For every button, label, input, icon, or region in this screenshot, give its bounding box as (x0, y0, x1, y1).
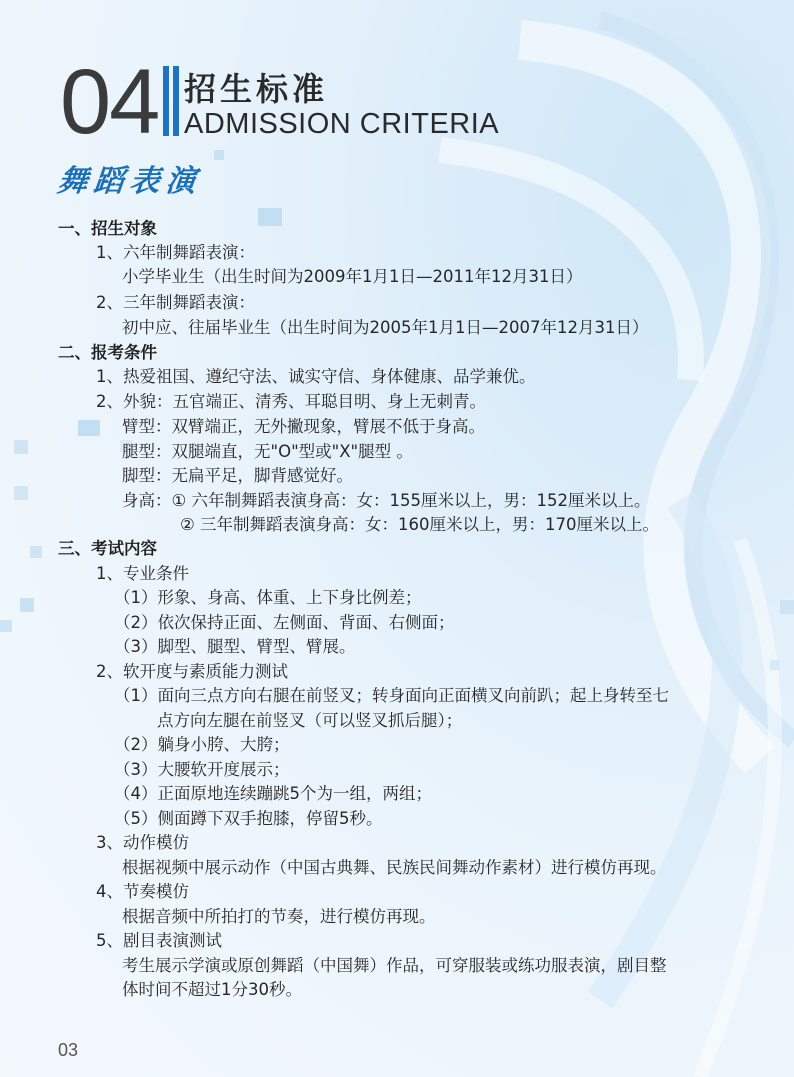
list-item-detail: 小学毕业生（出生时间为2009年1月1日—2011年12月31日） (122, 267, 583, 286)
list-item-detail: （3）大腰软开度展示； (114, 760, 290, 779)
list-item: 5、剧目表演测试 (96, 931, 222, 950)
heading-admission-target: 一、招生对象 (58, 219, 157, 238)
list-item-detail: （3）脚型、腿型、臂型、臂展。 (114, 637, 356, 656)
list-item: 1、六年制舞蹈表演： (96, 243, 255, 262)
list-item-detail: 根据音频中所拍打的节奏，进行模仿再现。 (122, 907, 436, 926)
chapter-title-en: ADMISSION CRITERIA (184, 108, 500, 140)
list-item-detail: 根据视频中展示动作（中国古典舞、民族民间舞动作素材）进行模仿再现。 (122, 858, 667, 877)
list-item: 1、热爱祖国、遵纪守法、诚实守信、身体健康、品学兼优。 (96, 367, 536, 386)
list-item: 2、三年制舞蹈表演： (96, 293, 255, 312)
list-item: 1、专业条件 (96, 564, 189, 583)
list-item-detail: （5）侧面蹲下双手抱膝，停留5秒。 (114, 809, 383, 828)
heading-requirements: 二、报考条件 (58, 343, 157, 362)
list-item-detail: 脚型：无扁平足，脚背感觉好。 (122, 466, 353, 485)
list-item-detail: 点方向左腿在前竖叉（可以竖叉抓后腿）； (157, 711, 463, 730)
list-item-detail: ② 三年制舞蹈表演身高：女：160厘米以上，男：170厘米以上。 (180, 515, 660, 534)
list-item-detail: 体时间不超过1分30秒。 (122, 980, 302, 999)
list-item-detail: 腿型：双腿端直，无"O"型或"X"腿型 。 (122, 442, 413, 461)
list-item: 4、节奏模仿 (96, 882, 189, 901)
list-item-detail: （1）形象、身高、体重、上下身比例差； (114, 588, 422, 607)
page-number: 03 (58, 1040, 79, 1060)
accent-bar (163, 66, 169, 136)
list-item-detail: 初中应、往届毕业生（出生时间为2005年1月1日—2007年12月31日） (122, 318, 649, 337)
list-item-detail: （4）正面原地连续蹦跳5个为一组，两组； (114, 784, 432, 803)
list-item: 2、外貌：五官端正、清秀、耳聪目明、身上无刺青。 (96, 392, 486, 411)
chapter-number: 04 (60, 51, 159, 153)
list-item-detail: （2）躺身小胯、大胯； (114, 735, 290, 754)
chapter-title-cn: 招生标准 (184, 70, 329, 108)
list-item-detail: 身高：① 六年制舞蹈表演身高：女：155厘米以上，男：152厘米以上。 (122, 491, 651, 510)
heading-exam-content: 三、考试内容 (58, 539, 157, 558)
section-title: 舞蹈表演 (55, 164, 204, 199)
list-item: 2、软开度与素质能力测试 (96, 662, 288, 681)
list-item: 3、动作模仿 (96, 833, 189, 852)
list-item-detail: 臂型：双臂端正，无外撇现象，臂展不低于身高。 (122, 417, 485, 436)
list-item-detail: （2）依次保持正面、左侧面、背面、右侧面； (114, 613, 455, 632)
accent-bar (173, 66, 179, 136)
list-item-detail: （1）面向三点方向右腿在前竖叉；转身面向正面横叉向前趴；起上身转至七 (114, 686, 669, 705)
list-item-detail: 考生展示学演或原创舞蹈（中国舞）作品，可穿服装或练功服表演，剧目整 (122, 956, 667, 975)
